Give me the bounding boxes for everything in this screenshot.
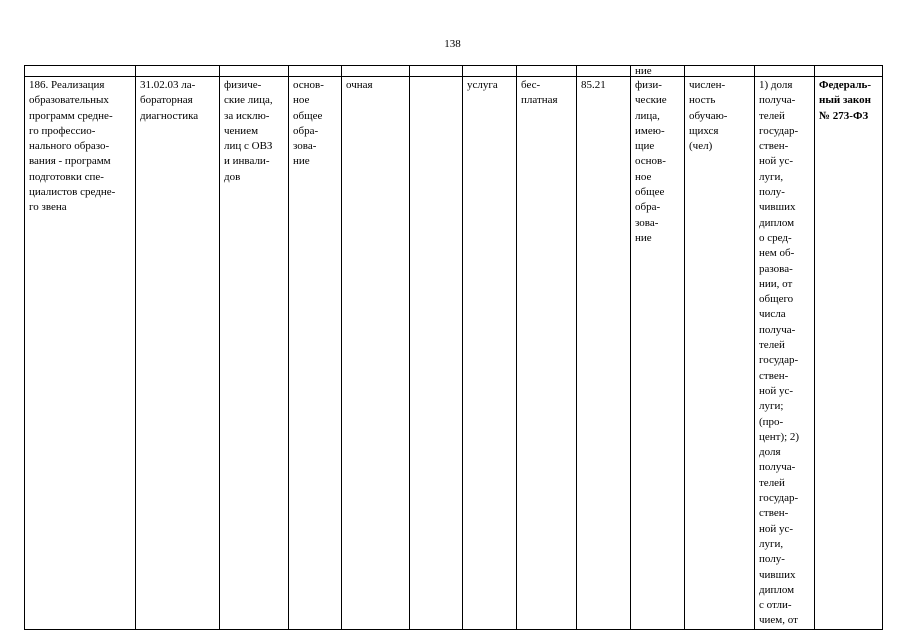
- service-name-cell: 186. Реализация образовательных программ средне- го профессио- нального образо- вания - программ подготовки спе- циалистов средне- го звена: [25, 77, 136, 630]
- page-number: 138: [444, 38, 461, 50]
- volume-indicator-cell: числен- ность обучаю- щихся (чел): [685, 77, 755, 630]
- category-cell: физи- ческие лица, имею- щие основ- ное общее обра- зова- ние: [631, 77, 685, 630]
- law-reference-cell: Федераль- ный закон № 273-ФЗ: [815, 77, 883, 630]
- type-cell: услуга: [463, 77, 517, 630]
- cell: [410, 66, 463, 77]
- cell: [815, 66, 883, 77]
- specialty-cell: 31.02.03 ла- бораторная диагностика: [136, 77, 220, 630]
- payment-cell: бес- платная: [517, 77, 577, 630]
- code-cell: 85.21: [577, 77, 631, 630]
- table-row: [25, 77, 883, 630]
- cell: [577, 66, 631, 77]
- cell: [463, 66, 517, 77]
- cell: [685, 66, 755, 77]
- cell: [289, 66, 342, 77]
- cell: [755, 66, 815, 77]
- continuation-row: [25, 66, 883, 77]
- consumers-cell: физиче- ские лица, за исклю- чением лиц с ОВЗ и инвали- дов: [220, 77, 289, 630]
- cell-continued-text: ние: [631, 66, 685, 77]
- cell: [517, 66, 577, 77]
- cell: [220, 66, 289, 77]
- cell: [25, 66, 136, 77]
- education-level-cell: основ- ное общее обра- зова- ние: [289, 77, 342, 630]
- cell: [136, 66, 220, 77]
- empty-cell: [410, 77, 463, 630]
- study-form-cell: очная: [342, 77, 410, 630]
- registry-table: [24, 65, 883, 630]
- cell: [342, 66, 410, 77]
- quality-indicator-cell: 1) доля получа- телей государ- ствен- ной ус- луги, полу- чивших диплом о сред- нем об- разова- нии, от общего числа получа- телей государ- ствен- ной ус- луги; (про- цент); 2) доля получа- телей государ- ствен- ной ус- луги, полу- чивших диплом с отли- чием, от: [755, 77, 815, 630]
